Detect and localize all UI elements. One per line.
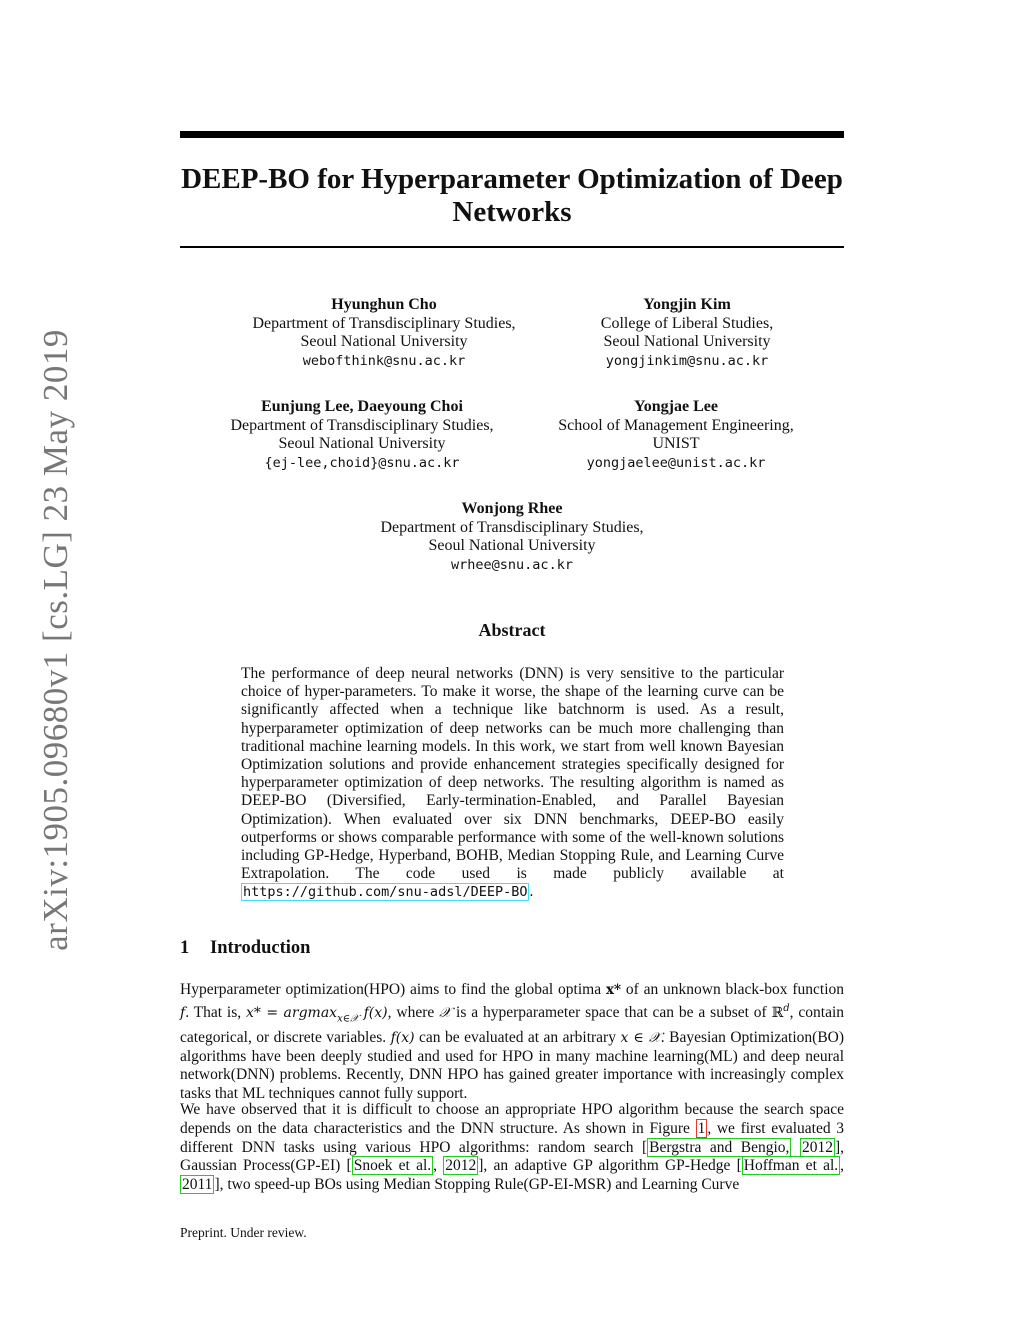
abstract-end: . xyxy=(529,883,534,901)
math-f: f xyxy=(180,1004,186,1021)
text-run: ], two speed-up BOs using Median Stopping Rule(GP-EI-MSR) and Learning Curve xyxy=(214,1176,740,1194)
figure-reference-link[interactable]: 1 xyxy=(697,1119,706,1137)
text-run: , where xyxy=(387,1003,435,1021)
author-block xyxy=(234,296,534,370)
author-email: yongjinkim@snu.ac.kr xyxy=(605,352,769,369)
math-x-star: x* xyxy=(605,982,622,998)
author-name: Wonjong Rhee xyxy=(461,500,563,517)
author-name: Eunjung Lee, Daeyoung Choi xyxy=(261,398,463,415)
footer-note: Preprint. Under review. xyxy=(180,1225,307,1240)
author-block xyxy=(536,398,816,472)
section-number: 1 xyxy=(180,938,190,958)
math-d: d xyxy=(783,1002,790,1014)
intro-paragraph-2 xyxy=(180,1101,844,1195)
abstract-body xyxy=(241,665,784,902)
citation-link[interactable]: Bergstra and Bengio, xyxy=(649,1138,790,1156)
author-block xyxy=(212,398,512,472)
math-argmax-subscript: x∈𝒳 xyxy=(337,1013,359,1025)
text-run: Hyperparameter optimization(HPO) aims to find the global optima xyxy=(180,981,602,998)
text-run: is a hyperparameter space that can be a subset of xyxy=(456,1003,767,1021)
author-affiliation: Department of Transdisciplinary Studies, xyxy=(252,314,516,332)
author-institution: Seoul National University xyxy=(278,435,446,452)
text-run: We have observed that it is difficult to choose an appropriate HPO algorithm because the search space depends on the data characteristics and the DNN structure. As shown in Figure xyxy=(180,1101,844,1137)
author-institution: Seoul National University xyxy=(300,333,468,350)
intro-paragraph-1 xyxy=(180,981,844,1104)
section-title: Introduction xyxy=(210,938,311,958)
math-X: 𝒳 xyxy=(439,1004,452,1021)
author-institution: Seoul National University xyxy=(428,537,596,554)
author-affiliation: School of Management Engineering, xyxy=(558,416,794,434)
author-email: yongjaelee@unist.ac.kr xyxy=(586,454,766,471)
code-repository-link[interactable]: https://github.com/snu-adsl/DEEP-BO xyxy=(243,884,528,901)
author-name: Yongjin Kim xyxy=(643,296,731,313)
paper-title: DEEP-BO for Hyperparameter Optimization of Deep Networks xyxy=(181,163,843,228)
text-run: . That is, xyxy=(185,1003,242,1021)
citation-link[interactable]: Snoek et al. xyxy=(353,1157,432,1175)
author-email: {ej-lee,choid}@snu.ac.kr xyxy=(264,454,460,471)
math-fx: f(x) xyxy=(390,1029,415,1046)
citation-link[interactable]: Hoffman et al. xyxy=(743,1157,839,1175)
text-run: , we first evaluated 3 different DNN tasks using various HPO algorithms: random search [ xyxy=(180,1119,844,1156)
text-run: , contain categorical, or discrete variables. xyxy=(180,1003,845,1046)
text-run: . Bayesian Optimization(BO) algorithms have been deeply studied and used for HPO in many machine learning(ML) and deep neural network(DNN) problems. Recently, DNN HPO has gained greater importance with increasingly complex tasks that ML techniques cannot fully support. xyxy=(180,1028,845,1103)
title-top-rule xyxy=(180,131,844,138)
math-R: ℝ xyxy=(771,1004,784,1021)
author-name: Hyunghun Cho xyxy=(331,296,437,313)
author-affiliation: Department of Transdisciplinary Studies, xyxy=(380,518,644,536)
citation-year-link[interactable]: 2012 xyxy=(445,1157,477,1175)
author-block xyxy=(557,296,817,370)
text-run: ], Gaussian Process(GP-EI) [ xyxy=(180,1138,844,1175)
citation-year-link[interactable]: 2012 xyxy=(801,1138,833,1156)
arxiv-identifier: arXiv:1905.09680v1 [cs.LG] 23 May 2019 xyxy=(36,329,75,951)
math-fx: f(x) xyxy=(363,1004,388,1021)
text-run: of an unknown black-box function xyxy=(625,981,845,998)
math-x-in-X: x ∈ 𝒳 xyxy=(620,1029,661,1046)
author-block xyxy=(342,500,682,574)
author-email: webofthink@snu.ac.kr xyxy=(302,352,466,369)
author-affiliation: Department of Transdisciplinary Studies, xyxy=(230,416,494,434)
author-institution: UNIST xyxy=(652,435,700,452)
math-argmax: x* = argmax xyxy=(246,1004,338,1021)
abstract-text: The performance of deep neural networks (DNN) is very sensitive to the particular choice of hyper-parameters. To make it worse, the shape of the learning curve can be significantly affected when a technique like batchnorm is used. As a result, hyperparameter optimization of deep networks can be much more challenging than traditional machine learning models. In this work, we start from well known Bayesian Optimization solutions and provide enhancement strategies specifically designed for hyperparameter optimization of deep networks. The resulting algorithm is named as DEEP-BO (Diversified, Early-termination-Enabled, and Parallel Bayesian Optimization). When evaluated over six DNN benchmarks, DEEP-BO easily outperforms or shows comparable performance with some of the well-known solutions including GP-Hedge, Hyperband, BOHB, Median Stopping Rule, and Learning Curve Extrapolation. The code used is made publicly available at xyxy=(241,665,784,883)
text-run: ], an adaptive GP algorithm GP-Hedge [ xyxy=(478,1157,742,1175)
author-affiliation: College of Liberal Studies, xyxy=(600,314,774,332)
title-bottom-rule xyxy=(180,246,844,248)
section-heading xyxy=(180,938,310,959)
citation-year-link[interactable]: 2011 xyxy=(182,1176,213,1194)
author-email: wrhee@snu.ac.kr xyxy=(451,556,573,573)
abstract-heading: Abstract xyxy=(478,620,546,640)
text-run: , xyxy=(433,1157,438,1175)
author-name: Yongjae Lee xyxy=(634,398,718,415)
text-run: , xyxy=(840,1157,845,1175)
author-institution: Seoul National University xyxy=(603,333,771,350)
text-run: can be evaluated at an arbitrary xyxy=(419,1028,616,1046)
